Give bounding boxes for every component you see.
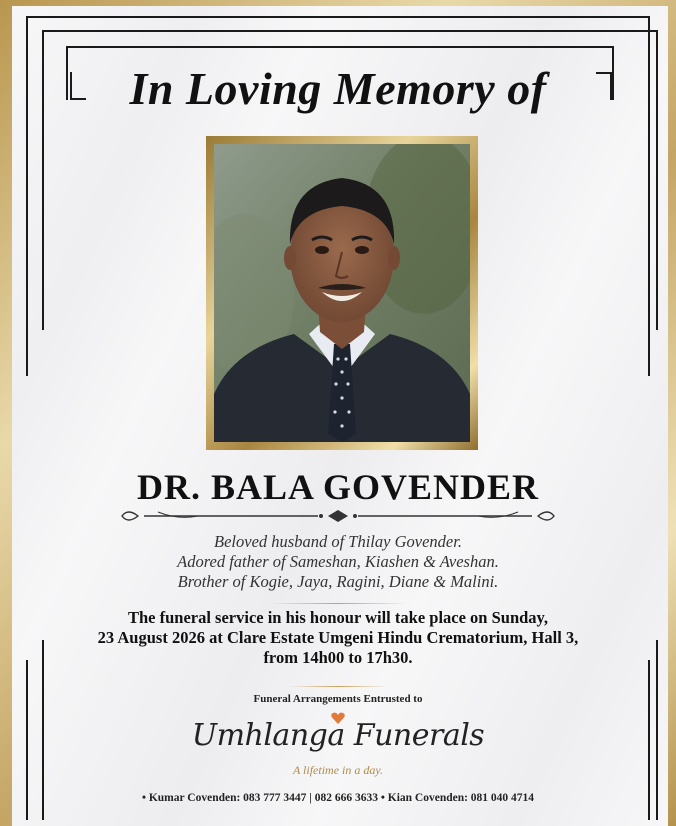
frame-line-outer-top <box>26 16 650 18</box>
arrangements-label: Funeral Arrangements Entrusted to <box>253 693 423 705</box>
frame-line-inner-top <box>42 30 658 32</box>
service-line-2: 23 August 2026 at Clare Estate Umgeni Hindu Crematorium, Hall 3, <box>97 628 579 647</box>
contact-numbers: • Kumar Covenden: 083 777 3447 | 082 666 3633 • Kian Covenden: 081 040 4714 <box>141 792 535 804</box>
service-line-3: from 14h00 to 17h30. <box>263 648 413 667</box>
service-details <box>0 608 676 668</box>
funeral-home-logo-text: Umhlanga Funerals <box>191 718 485 753</box>
family-line-husband: Beloved husband of Thilay Govender. <box>214 532 462 551</box>
service-line-1: The funeral service in his honour will take place on Sunday, <box>127 608 549 627</box>
portrait-frame <box>206 136 478 450</box>
family-line-father: Adored father of Sameshan, Kiashen & Aveshan. <box>177 552 499 571</box>
gold-divider-bottom <box>288 686 388 687</box>
family-line-brother: Brother of Kogie, Jaya, Ragini, Diane & Malini. <box>177 572 499 591</box>
deceased-name: DR. BALA GOVENDER <box>136 467 540 507</box>
gold-divider-top <box>268 603 408 604</box>
funeral-home-tagline: A lifetime in a day. <box>292 763 384 777</box>
portrait-photo <box>214 144 470 442</box>
flourish-divider <box>118 506 558 526</box>
frame-line-box-top <box>66 46 614 48</box>
family-details <box>0 532 676 592</box>
page-title: In Loving Memory of <box>129 63 547 114</box>
